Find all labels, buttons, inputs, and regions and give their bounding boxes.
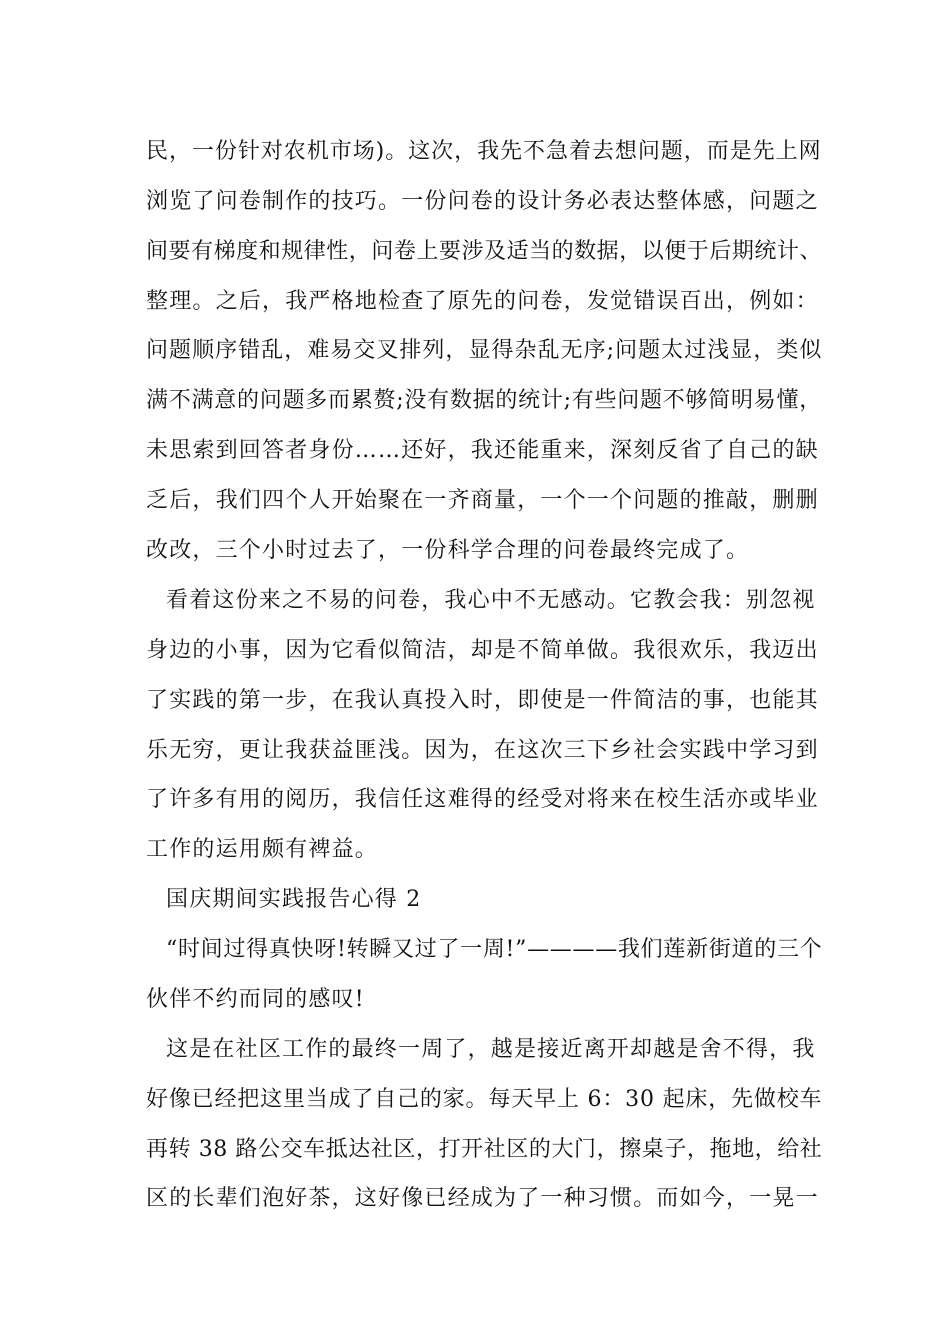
section-heading: 国庆期间实践报告心得 2 xyxy=(166,887,422,912)
paragraph-line: 乏后，我们四个人开始聚在一齐商量，一个一个问题的推敲，删删 xyxy=(146,488,819,513)
paragraph-line: 工作的运用颇有裨益。 xyxy=(146,837,379,862)
paragraph-line: 整理。之后，我严格地检查了原先的问卷，发觉错误百出，例如： xyxy=(146,289,819,314)
paragraph-line: 再转 38 路公交车抵达社区，打开社区的大门，擦桌子，拖地，给社 xyxy=(146,1137,823,1162)
paragraph-line: 了实践的第一步，在我认真投入时，即使是一件简洁的事，也能其 xyxy=(146,688,819,713)
paragraph-line: 这是在社区工作的最终一周了，越是接近离开却越是舍不得，我 xyxy=(166,1037,816,1062)
paragraph-line: 改改，三个小时过去了，一份科学合理的问卷最终完成了。 xyxy=(146,538,750,563)
paragraph-line: 伙伴不约而同的感叹! xyxy=(146,987,365,1012)
paragraph-line: 区的长辈们泡好茶，这好像已经成为了一种习惯。而如今，一晃一 xyxy=(146,1186,819,1211)
paragraph-line: 问题顺序错乱，难易交叉排列，显得杂乱无序;问题太过浅显，类似 xyxy=(146,338,823,363)
paragraph-line: 未思索到回答者身份……还好，我还能重来，深刻反省了自己的缺 xyxy=(146,438,819,463)
paragraph-line: 乐无穷，更让我获益匪浅。因为，在这次三下乡社会实践中学习到 xyxy=(146,738,819,763)
paragraph-line: 满不满意的问题多而累赘;没有数据的统计;有些问题不够简明易懂， xyxy=(146,388,823,413)
paragraph-line: 好像已经把这里当成了自己的家。每天早上 6：30 起床，先做校车 xyxy=(146,1087,823,1112)
paragraph-line: “时间过得真快呀!转瞬又过了一周!”————我们莲新街道的三个 xyxy=(166,937,823,962)
paragraph-line: 了许多有用的阅历，我信任这难得的经受对将来在校生活亦或毕业 xyxy=(146,787,819,812)
paragraph-line: 看着这份来之不易的问卷，我心中不无感动。它教会我：别忽视 xyxy=(166,588,816,613)
paragraph-line: 浏览了问卷制作的技巧。一份问卷的设计务必表达整体感，问题之 xyxy=(146,189,819,214)
paragraph-line: 间要有梯度和规律性，问卷上要涉及适当的数据，以便于后期统计、 xyxy=(146,239,823,264)
paragraph-line: 身边的小事，因为它看似简洁，却是不简单做。我很欢乐，我迈出 xyxy=(146,638,819,663)
paragraph-line: 民，一份针对农机市场)。这次，我先不急着去想问题，而是先上网 xyxy=(146,139,822,164)
